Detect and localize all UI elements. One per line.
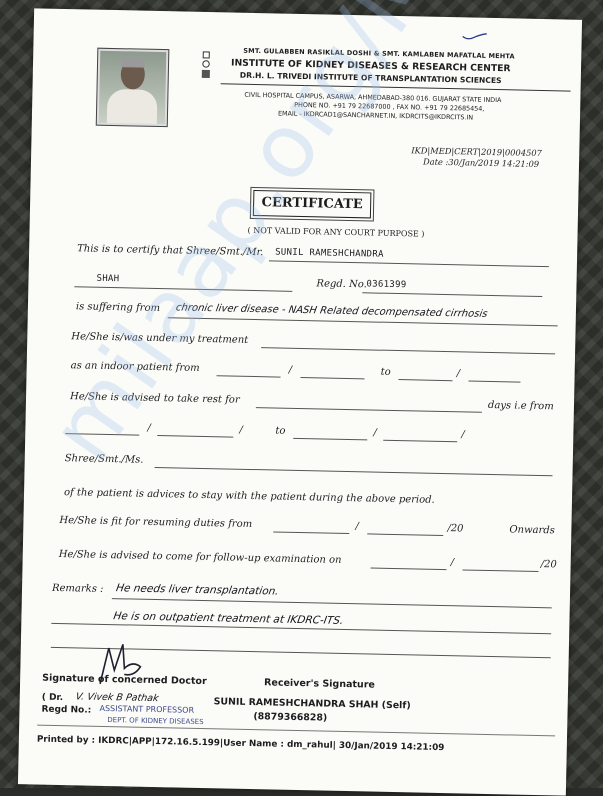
stamp-line-1: ASSISTANT PROFESSOR [99, 703, 195, 715]
year-suffix-1: /20 [447, 523, 464, 535]
header-divider [221, 83, 571, 91]
to-label-1: to [380, 366, 391, 378]
rest-label: He/She is advised to take rest for [69, 391, 240, 406]
stamp-line-2: DEPT. OF KIDNEY DISEASES [107, 716, 204, 727]
fit-label: He/She is fit for resuming duties from [59, 514, 253, 531]
hospital-phone: PHONE NO. +91 79 22687000 , FAX NO. +91 79 22685454, [294, 100, 485, 113]
hospital-name: INSTITUTE OF KIDNEY DISEASES & RESEARCH CENTER [230, 57, 511, 75]
certify-label: This is to certify that Shree/Smt./Mr. [77, 243, 264, 259]
receiver-name: SUNIL RAMESHCHANDRA SHAH (Self) [213, 696, 411, 712]
doctor-signature-label: Signature of concerned Doctor [42, 672, 207, 688]
regd-number: 0361399 [366, 279, 407, 291]
days-label: days i.e from [487, 399, 554, 413]
slash-3: / [147, 422, 151, 434]
slash-5: / [373, 427, 377, 439]
suffering-label: is suffering from [75, 301, 161, 315]
regd-label: Regd. No. [316, 278, 367, 291]
slash-2: / [456, 368, 461, 380]
reference-number: IKD|MED|CERT|2019|0004507 [411, 145, 542, 159]
handwritten-tick-mark [462, 31, 488, 42]
milaap-watermark: milaap.org/MI [30, 0, 475, 480]
remarks-label: Remarks : [51, 582, 104, 595]
slash-7: / [355, 521, 359, 533]
followup-label: He/She is advised to come for follow-up examination on [58, 548, 342, 566]
diagnosis-text: chronic liver disease - NASH Related decompensated cirrhosis [175, 302, 489, 320]
reference-date: Date :30/Jan/2019 14:21:09 [422, 156, 540, 169]
receiver-phone: (8879366828) [253, 711, 328, 724]
hospital-subname: DR.H. L. TRIVEDI INSTITUTE OF TRANSPLANTATION SCIENCES [239, 70, 502, 86]
slash-1: / [288, 364, 293, 376]
slash-4: / [239, 424, 243, 436]
validity-note: ( NOT VALID FOR ANY COURT PURPOSE ) [247, 225, 425, 239]
state-emblem-icon [199, 50, 214, 82]
stay-label: of the patient is advices to stay with the patient during the above period. [63, 487, 435, 506]
doctor-name-prefix: ( Dr. [41, 692, 64, 704]
remark-line-1: He needs liver transplantation. [115, 582, 280, 598]
doctor-regd-label: Regd No.: [41, 704, 92, 716]
patient-name-1: SUNIL RAMESHCHANDRA [275, 247, 384, 260]
patient-photo [96, 48, 170, 127]
certificate-sheet [18, 8, 582, 795]
year-suffix-2: /20 [540, 559, 557, 571]
certificate-title: CERTIFICATE [253, 190, 372, 218]
patient-name-2: SHAH [96, 273, 120, 285]
hospital-email: EMAIL - IKDRCAD1@SANCHARNET.IN, IKDRCITS@IKDRCITS.IN [277, 109, 474, 122]
hospital-address: CIVIL HOSPITAL CAMPUS, ASARWA, AHMEDABAD-380 016. GUJARAT STATE INDIA [244, 90, 502, 105]
to-label-2: to [275, 425, 286, 437]
printed-by-footer: Printed by : IKDRC|APP|172.16.5.199|User Name : dm_rahul| 30/Jan/2019 14:21:09 [36, 734, 445, 754]
shree-label: Shree/Smt./Ms. [64, 453, 144, 466]
slash-8: / [450, 557, 455, 569]
receiver-signature-label: Receiver's Signature [263, 677, 375, 691]
treatment-label: He/She is/was under my treatment [71, 331, 249, 346]
trust-line: SMT. GULABBEN RASIKLAL DOSHI & SMT. KAMLABEN MAFATLAL MEHTA [243, 46, 515, 61]
indoor-label: as an indoor patient from [70, 360, 200, 374]
remark-line-2: He is on outpatient treatment at IKDRC-ITS. [112, 610, 345, 627]
doctor-name-handwritten: V. Vivek B Pathak [74, 691, 160, 705]
slash-6: / [461, 429, 465, 441]
onwards-label: Onwards [509, 524, 555, 537]
